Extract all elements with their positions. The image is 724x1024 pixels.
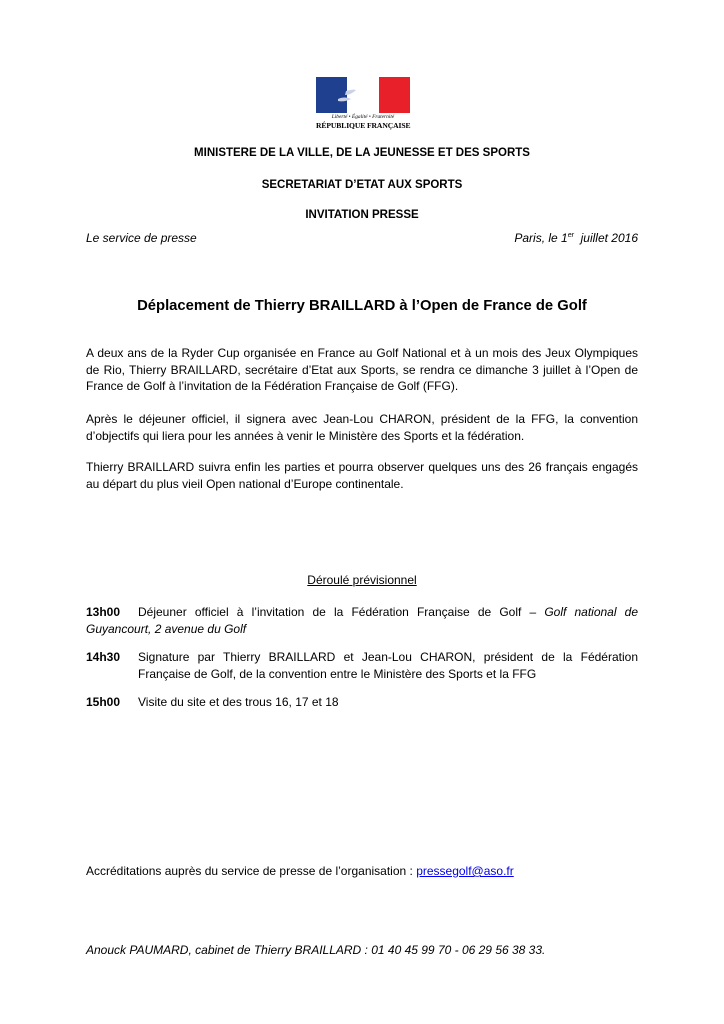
press-email-link[interactable]: pressegolf@aso.fr (416, 864, 514, 878)
logo-motto: Liberté • Égalité • Fraternité (331, 114, 395, 120)
contact-line: Anouck PAUMARD, cabinet de Thierry BRAILLARD : 01 40 45 99 70 - 06 29 56 38 33. (86, 943, 546, 957)
program-location-1: Golf national de Guyancourt, 2 avenue du Golf (86, 605, 639, 636)
date-label: Paris, le 1er juillet 2016 (514, 231, 638, 245)
program-time-3: 15h00 (86, 695, 121, 709)
republique-francaise-logo (316, 77, 410, 133)
paragraph-1: A deux ans de la Ryder Cup organisée en France au Golf National et à un mois des Jeux Olympiques de Rio, Thierry BRAILLARD, secrétaire d’Etat aux Sports, se rendra ce dimanche 3 juillet à l’Open de France de Golf à l’invitation de la Fédération Française de Golf (FFG). (86, 346, 638, 393)
logo-republic-label: RÉPUBLIQUE FRANÇAISE (316, 121, 411, 130)
program-heading: Déroulé prévisionnel (307, 573, 417, 587)
program-text-1: Déjeuner officiel à l’invitation de la Fédération Française de Golf – (138, 605, 545, 619)
program-text-3: Visite du site et des trous 16, 17 et 18 (138, 695, 339, 709)
program-text-2: Signature par Thierry BRAILLARD et Jean-Lou CHARON, président de la Fédération Française de Golf, de la convention entre le Ministère des Sports et la FFG (138, 650, 638, 681)
accreditation-text: Accréditations auprès du service de presse de l’organisation : (86, 864, 417, 878)
paragraph-2: Après le déjeuner officiel, il signera avec Jean-Lou CHARON, président de la FFG, la convention d’objectifs qui liera pour les années à venir le Ministère des Sports et la fédération. (86, 412, 638, 443)
program-time-1: 13h00 (86, 605, 121, 619)
program-item-1 (86, 604, 638, 637)
press-service-label: Le service de presse (86, 231, 197, 245)
accreditation-line (86, 863, 638, 880)
page-title: Déplacement de Thierry BRAILLARD à l’Open de France de Golf (137, 298, 587, 314)
program-time-2: 14h30 (86, 650, 121, 664)
ministry-heading: MINISTERE DE LA VILLE, DE LA JEUNESSE ET DES SPORTS (194, 147, 530, 159)
secretariat-heading: SECRETARIAT D’ETAT AUX SPORTS (261, 179, 463, 191)
marianne-emblem-icon (316, 77, 410, 114)
paragraph-3: Thierry BRAILLARD suivra enfin les parties et pourra observer quelques uns des 26 français engagés au départ du plus vieil Open national d’Europe continentale. (86, 460, 638, 491)
doc-type-heading: INVITATION PRESSE (305, 209, 419, 221)
